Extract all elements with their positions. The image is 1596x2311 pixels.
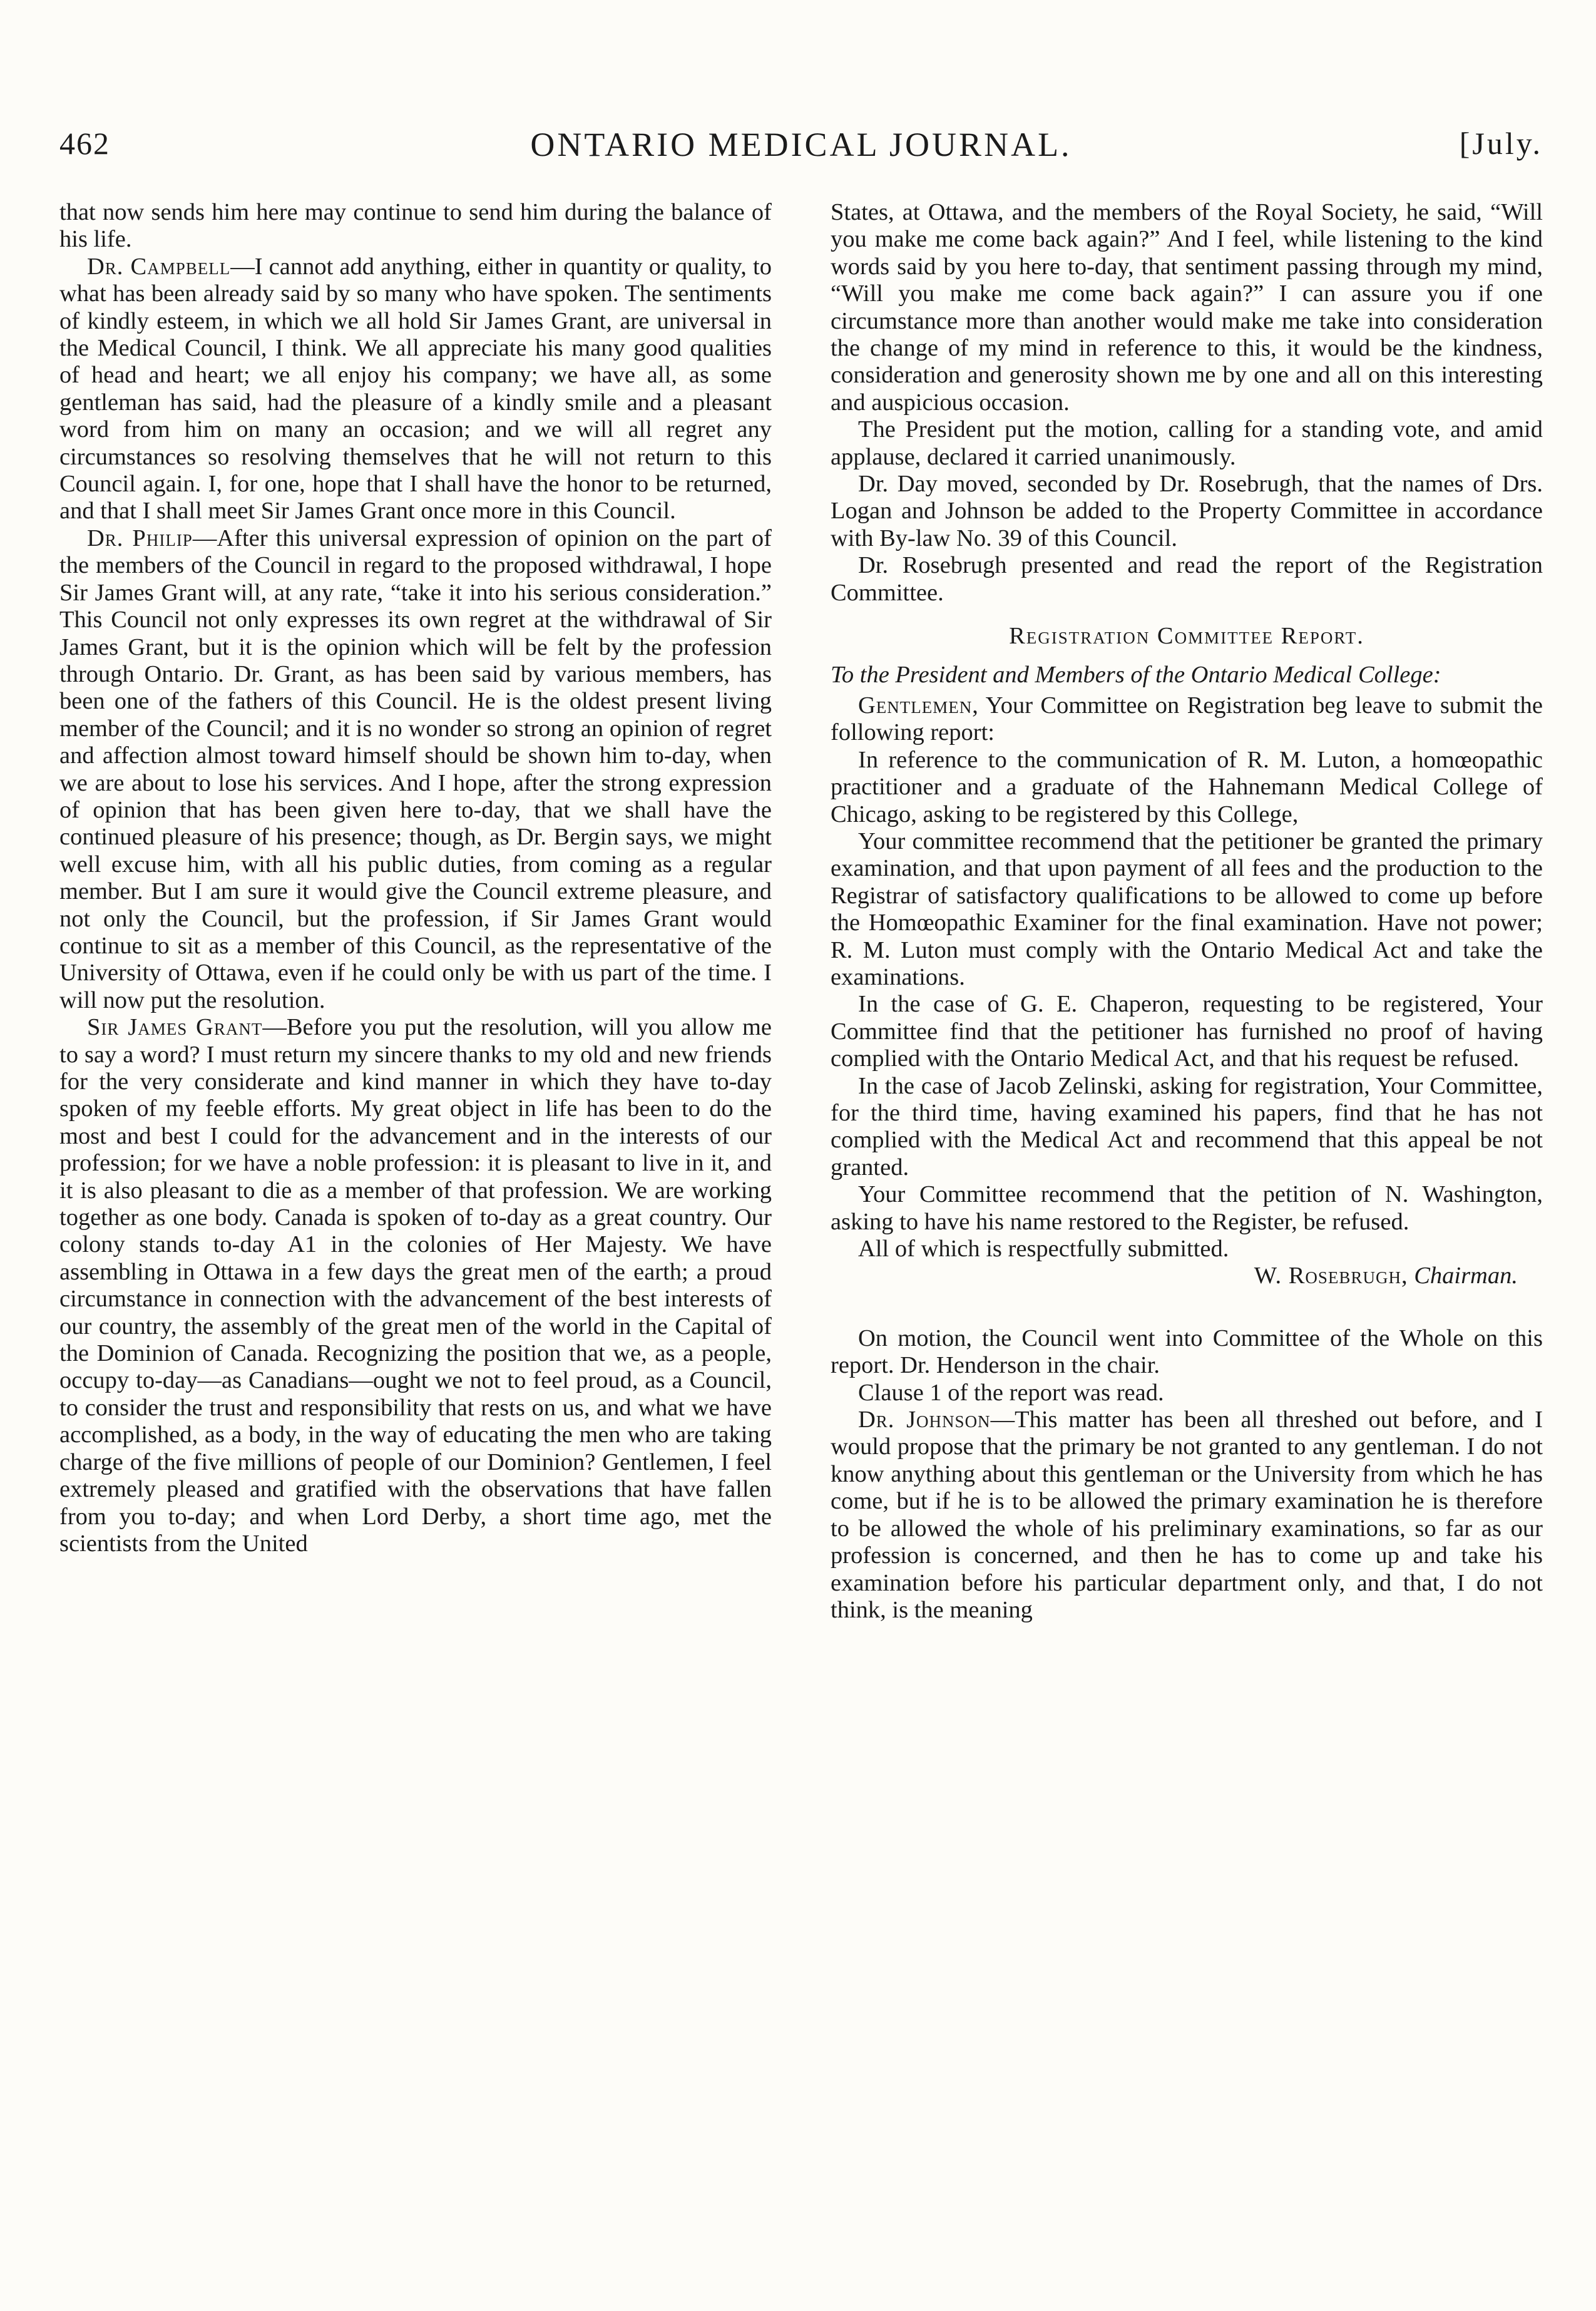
report-paragraph: Your committee recommend that the petitioner be granted the primary examination, and that upon payment of all fees and the production to the Registrar of satisfactory qualifications to be allowed to come up before the Homœopathic Examiner for the final examination. Have not power; R. M. Luton must comply with the Ontario Medical Act and take the examinations. bbox=[831, 828, 1543, 990]
speech-text: —After this universal expression of opinion on the part of the members of the Council in regard to the proposed withdrawal, I hope Sir James Grant will, at any rate, “take it into his serious consideration.” This Council not only expresses its own regret at the withdrawal of Sir James Grant, but it is the opinion which will be felt by the profession through Ontario. Dr. Grant, as has been said by various members, has been one of the fathers of this Council. He is the oldest present living member of the Council; and it is no wonder so strong an opinion of regret and affection almost toward himself should be shown him to-day, when we are about to lose his services. And I hope, after the strong expression of opinion that has been given here to-day, that we shall have the continued pleasure of his presence; though, as Dr. Bergin says, we might well excuse him, with all his public duties, from coming as a regular member. But I am sure it would give the Council extreme pleasure, and not only the Council, but the profession, if Sir James Grant would continue to sit as a member of this Council, as the representative of the University of Ottawa, even if he could only be with us part of the time. I will now put the resolution. bbox=[59, 525, 772, 1013]
left-column bbox=[59, 199, 772, 1557]
signature bbox=[831, 1263, 1543, 1289]
report-paragraph: Your Committee recommend that the petition of N. Washington, asking to have his name restored to the Register, be refused. bbox=[831, 1181, 1543, 1235]
journal-page bbox=[59, 125, 1543, 2278]
signature-title: Chairman. bbox=[1414, 1263, 1518, 1289]
paragraph: States, at Ottawa, and the members of the Royal Society, he said, “Will you make me come back again?” And I feel, while listening to the kind words said by you here to-day, that sentiment passing through my mind, “Will you make me come back again?” I can assure you if one circumstance more than another would make me take into consideration the change of my mind in reference to this, it would be the kindness, consideration and generosity shown me by one and all on this interesting and auspicious occasion. bbox=[831, 199, 1543, 416]
running-head bbox=[59, 125, 1543, 169]
paragraph: Dr. Rosebrugh presented and read the report of the Registration Committee. bbox=[831, 552, 1543, 606]
paragraph: On motion, the Council went into Committee of the Whole on this report. Dr. Henderson in the chair. bbox=[831, 1325, 1543, 1379]
issue-label: [July. bbox=[1459, 126, 1543, 161]
page-number: 462 bbox=[59, 126, 110, 161]
report-paragraph: All of which is respectfully submitted. bbox=[858, 1236, 1229, 1263]
speaker-name: Dr. Johnson bbox=[858, 1407, 991, 1433]
report-heading: Registration Committee Report. bbox=[1009, 623, 1364, 650]
journal-title: ONTARIO MEDICAL JOURNAL. bbox=[530, 126, 1072, 163]
report-paragraph: In the case of Jacob Zelinski, asking for registration, Your Committee, for the third time, having examined his papers, find that he has not complied with the Medical Act and recommend that this appeal be not granted. bbox=[831, 1072, 1543, 1181]
speaker-name: Dr. Philip bbox=[87, 525, 193, 551]
paragraph: that now sends him here may continue to send him during the balance of his life. bbox=[59, 199, 772, 253]
speech-paragraph bbox=[59, 254, 772, 525]
speaker-name: Dr. Campbell bbox=[87, 253, 231, 280]
speech-paragraph bbox=[59, 525, 772, 1014]
speech-paragraph bbox=[831, 1407, 1543, 1624]
speaker-name: Sir James Grant bbox=[87, 1014, 263, 1041]
paragraph: Clause 1 of the report was read. bbox=[858, 1379, 1164, 1406]
report-address: To the President and Members of the Ontario Medical College: bbox=[831, 661, 1441, 688]
paragraph: Dr. Day moved, seconded by Dr. Rosebrugh, that the names of Drs. Logan and Johnson be added to the Property Committee in accordance with By-law No. 39 of this Council. bbox=[831, 471, 1543, 551]
signature-name: W. Rosebrugh, bbox=[1254, 1263, 1408, 1289]
speech-text: —This matter has been all threshed out before, and I would propose that the primary be not granted to any gentleman. I do not know anything about this gentleman or the University from which he has come, but if he is to be allowed the primary examination he is therefore to be allowed the whole of his preliminary examinations, so far as our profession is concerned, and then he has to come up and take his examination before his particular department only, and that, I do not think, is the meaning bbox=[831, 1407, 1543, 1623]
report-paragraph: In reference to the communication of R. M. Luton, a homœopathic practitioner and a graduate of the Hahnemann Medical College of Chicago, asking to be registered by this College, bbox=[831, 746, 1543, 828]
salutation: Gentlemen, bbox=[858, 692, 979, 719]
speech-paragraph bbox=[59, 1014, 772, 1557]
paragraph: The President put the motion, calling for a standing vote, and amid applause, declared it carried unanimously. bbox=[831, 416, 1543, 470]
speech-text: —I cannot add anything, either in quantity or quality, to what has been already said by so many who have spoken. The sentiments of kindly esteem, in which we all hold Sir James Grant, are universal in the Medical Council, I think. We all appreciate his many good qualities of head and heart; we all enjoy his company; we have all, as some gentleman has said, had the pleasure of a kindly smile and a pleasant word from him on many an occasion; and we will all regret any circumstances so resolving themselves that he will not return to this Council again. I, for one, hope that I shall have the honor to be returned, and that I shall meet Sir James Grant once more in this Council. bbox=[59, 253, 772, 525]
right-column bbox=[831, 199, 1543, 1624]
speech-text: —Before you put the resolution, will you allow me to say a word? I must return my sincere thanks to my old and new friends for the very considerate and kind manner in which they have to-day spoken of my feeble efforts. My great object in life has been to do the most and best I could for the advancement and in the interests of our profession; for we have a noble profession: it is pleasant to live in it, and it is also pleasant to die as a member of that profession. We are working together as one body. Canada is spoken of to-day as a great country. Our colony stands to-day A1 in the colonies of Her Majesty. We have assembling in Ottawa in a few days the great men of the earth; a proud circumstance in connection with the advancement of the best interests of our country, the assembly of the great men of the world in the Capital of the Dominion of Canada. Recognizing the position that we, as a people, occupy to-day—as Canadians—ought we not to feel proud, as a Council, to consider the trust and responsibility that rests on us, and what we have accomplished, as a body, in the way of educating the men who are taking charge of the five millions of people of our Dominion? Gentlemen, I feel extremely pleased and gratified with the observations that have fallen from you to-day; and when Lord Derby, a short time ago, met the scientists from the United bbox=[59, 1014, 772, 1557]
report-paragraph: In the case of G. E. Chaperon, requesting to be registered, Your Committee find that the petitioner has furnished no proof of having complied with the Ontario Medical Act, and that his request be refused. bbox=[831, 991, 1543, 1072]
report-intro: Gentlemen, Your Committee on Registration beg leave to submit the following report: bbox=[831, 692, 1543, 746]
